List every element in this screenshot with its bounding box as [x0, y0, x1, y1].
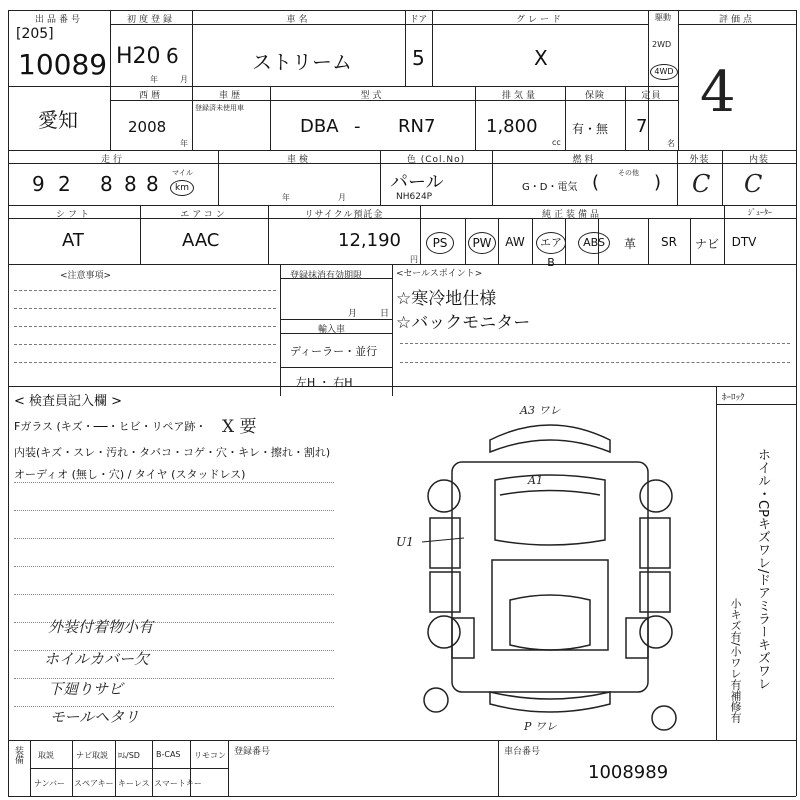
exterior-score: C — [692, 170, 711, 198]
equipment-aw: AW — [505, 235, 525, 249]
inspection-label: 車検 — [286, 155, 311, 165]
interior-label: 内装 — [748, 155, 769, 165]
equipment-pw: PW — [468, 232, 496, 254]
mark-side: U1 — [396, 535, 414, 549]
mark-hood: A1 — [528, 474, 543, 487]
handwritten-note-4: モールヘタリ — [50, 708, 140, 726]
aircon-label: エアコン — [180, 210, 228, 220]
import-route: ディーラー・並行 — [290, 345, 378, 358]
mileage-unit: km — [170, 180, 194, 196]
chassis-label: 車台番号 — [504, 747, 541, 757]
inspector-title: < 検査員記入欄 > — [14, 394, 123, 409]
history-note: 登録済未使用車 — [195, 104, 244, 112]
lock-label: ﾎｰﾛｯｸ — [722, 393, 745, 403]
model-code-prefix: DBA — [300, 116, 339, 137]
import-label: 輸入車 — [318, 325, 346, 335]
recycle-label: リサイクル預託金 — [304, 210, 384, 220]
recycle-unit: 円 — [410, 255, 418, 264]
equipment-sr: SR — [661, 235, 677, 249]
first-reg-label: 初度登録 — [126, 15, 175, 25]
aircon-value: AAC — [182, 230, 220, 251]
score-label: 評価点 — [718, 15, 755, 25]
inspector-line-audio: オーディオ (無し・穴) / タイヤ (スタッドレス) — [14, 468, 246, 481]
footer-cell: スマートキー — [154, 779, 202, 788]
inspection-year: 年 — [282, 193, 290, 202]
displacement-label: 排気量 — [501, 91, 538, 101]
reg-expiry-label: 登録抹消有効期限 — [290, 271, 363, 281]
handwritten-note-3: 下廻りサビ — [48, 680, 124, 698]
recycle-amount: 12,190 — [338, 230, 401, 251]
exterior-label: 外装 — [689, 155, 710, 165]
capacity-label: 定員 — [641, 91, 662, 101]
equipment-airbag: エアB — [536, 232, 566, 254]
inspector-line-interior: 内装(キズ・スレ・汚れ・タバコ・コゲ・穴・キレ・擦れ・割れ) — [14, 446, 331, 459]
displacement-unit: cc — [552, 138, 561, 147]
grid-line — [8, 264, 796, 265]
side-small: 小キズ有/小ワレ有 — [729, 598, 742, 690]
grid-line — [8, 86, 678, 87]
grade-value: X — [534, 46, 548, 70]
footer-side-label: 装備 — [13, 746, 23, 764]
grid-line — [8, 205, 796, 206]
displacement-value: 1,800 — [486, 116, 538, 137]
footer-cell: ﾛﾑ/SD — [118, 751, 140, 760]
model-code-label: 型式 — [360, 91, 385, 101]
notes-label: <注意事項> — [60, 271, 112, 281]
exhibit-number: 10089 — [18, 48, 108, 81]
grid-line — [8, 740, 796, 741]
drive-2wd: 2WD — [652, 40, 672, 49]
mileage-digit: 8 — [100, 172, 113, 196]
insurance-value: 有・無 — [572, 122, 609, 136]
sales-points-label: <セールスポイント> — [396, 269, 483, 279]
chassis-number: 1008989 — [588, 762, 669, 783]
mileage-digit: 9 — [32, 172, 45, 196]
interior-score: C — [744, 170, 763, 198]
score-value: 4 — [700, 60, 736, 125]
doors-label: ドア — [409, 15, 428, 25]
model-code-dash: - — [354, 116, 361, 137]
glass-mark: X 要 — [222, 417, 257, 437]
equipment-navi: ナビ — [694, 237, 719, 251]
fuel-value: G・D・電気 — [522, 182, 578, 193]
drive-label: 駆動 — [655, 13, 671, 22]
inspector-line-glass: Fガラス (キズ・ ・ヒビ・リペア跡・ — [14, 420, 207, 433]
equipment-abs: ABS — [578, 232, 610, 254]
mileage-digit: 8 — [124, 172, 137, 196]
equipment-label: 純正装備品 — [541, 210, 602, 220]
car-diagram — [396, 400, 700, 740]
insurance-label: 保険 — [584, 91, 605, 101]
footer-cell: キーレス — [118, 779, 150, 788]
equipment-leather: 革 — [623, 237, 636, 251]
exhibit-no-label: 出品番号 — [34, 15, 83, 25]
doors-value: 5 — [412, 46, 425, 70]
grid-line — [8, 796, 796, 797]
reg-month-label: 月 — [348, 309, 358, 319]
side-fix: 補修有 — [729, 690, 742, 723]
fuel-other: その他 — [618, 169, 639, 177]
mileage-digit: 8 — [146, 172, 159, 196]
sales-point-2: ☆バックモニター — [396, 313, 531, 333]
shift-value: AT — [62, 230, 84, 251]
first-reg-era: H20 — [116, 44, 161, 69]
prefecture-value: 愛知 — [38, 108, 78, 132]
equipment-dtv: DTV — [731, 235, 757, 249]
year-value: 2008 — [128, 118, 167, 136]
reg-number-label: 登録番号 — [234, 747, 271, 757]
inspection-month: 月 — [338, 193, 346, 202]
mark-rear: P ワレ — [524, 720, 557, 733]
grid-line — [796, 10, 797, 796]
mark-windshield: A3 ワレ — [520, 404, 561, 417]
handle-side: 左H ・ 右H — [296, 376, 353, 389]
handwritten-note-2: ホイルカバー欠 — [44, 650, 150, 668]
footer-cell: ナンバー — [34, 779, 66, 788]
mileage-label: 走行 — [100, 155, 125, 165]
shift-label: シフト — [55, 210, 92, 220]
color-code: NH624P — [396, 192, 433, 202]
capacity-value: 7 — [636, 116, 648, 137]
model-name: ストリーム — [252, 50, 352, 74]
capacity-unit: 名 — [667, 139, 675, 148]
exhibit-prefix: [205] — [16, 26, 54, 42]
month-unit: 月 — [180, 75, 188, 84]
footer-cell: 取説 — [38, 751, 54, 760]
grade-label: グレード — [515, 15, 564, 25]
drive-4wd: 4WD — [650, 64, 678, 80]
footer-cell: スペアキー — [74, 779, 114, 788]
color-name: パール — [390, 172, 444, 193]
footer-cell: ナビ取説 — [76, 751, 108, 760]
year-label: 西暦 — [138, 91, 163, 101]
side-text: ホイル・CPキズワレ/ドアミラーキズワレ — [755, 448, 770, 691]
year-unit-2: 年 — [180, 139, 188, 148]
footer-cell: リモコン — [194, 751, 226, 760]
model-code: RN7 — [398, 116, 436, 137]
equipment-ps: PS — [426, 232, 454, 254]
handwritten-note-1: 外装付着物小有 — [48, 618, 154, 636]
first-reg-month: 6 — [166, 44, 179, 68]
jyuta-label: ｼﾞｭｰﾀｰ — [748, 208, 772, 217]
year-unit: 年 — [150, 75, 158, 84]
footer-cell: B-CAS — [156, 750, 181, 759]
mileage-alt-unit: マイル — [172, 169, 193, 177]
model-name-label: 車名 — [286, 15, 311, 25]
grid-line — [8, 386, 796, 387]
history-label: 車歴 — [218, 91, 243, 101]
color-label: 色 (Col.No) — [406, 155, 466, 165]
grid-line — [8, 10, 9, 796]
sales-point-1: ☆寒冷地仕様 — [396, 289, 497, 309]
fuel-label: 燃料 — [572, 155, 597, 165]
mileage-digit: 2 — [58, 172, 71, 196]
reg-day-label: 日 — [380, 309, 390, 319]
